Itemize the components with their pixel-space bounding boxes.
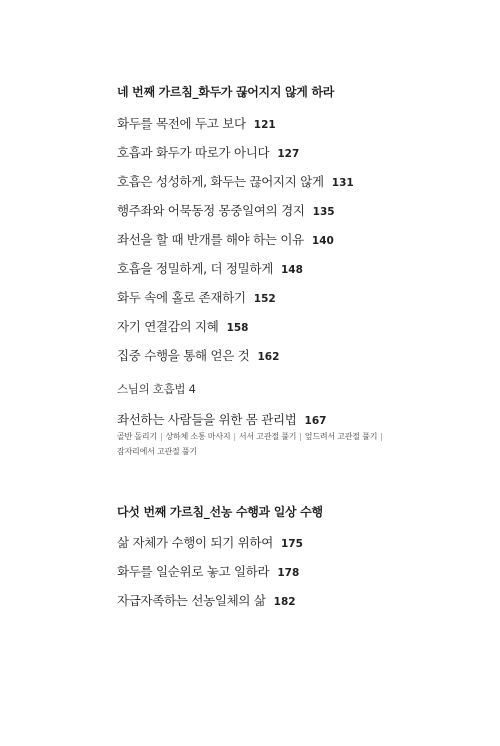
subsection-item-line	[117, 444, 407, 459]
section-heading-4: 네 번째 가르침_화두가 끊어지지 않게 하라	[117, 85, 335, 99]
toc-entry-page: 148	[281, 264, 303, 276]
toc-entry-page: 135	[312, 206, 335, 218]
toc-entry-title: 좌선을 할 때 반개를 해야 하는 이유	[117, 232, 304, 247]
toc-entry-page: 182	[273, 596, 296, 608]
toc-entry-title: 좌선하는 사람들을 위한 몸 관리법	[117, 412, 297, 427]
toc-entry-page: 162	[257, 351, 280, 363]
toc-entry-page: 175	[281, 538, 303, 550]
toc-entry-page: 140	[311, 235, 334, 247]
toc-entry-title: 자기 연결감의 지혜	[117, 319, 219, 334]
toc-entry-page: 152	[253, 293, 276, 305]
toc-entry-title: 삶 자체가 수행이 되기 위하여	[117, 535, 273, 550]
toc-entry	[117, 259, 303, 277]
toc-entry	[117, 346, 279, 364]
toc-entry	[117, 562, 299, 580]
toc-entry-title: 집중 수행을 통해 얻은 것	[117, 348, 250, 363]
toc-entry-page: 178	[277, 567, 300, 579]
subsection-item: 서서 고관절 풀기	[238, 432, 297, 441]
toc-entry-page: 131	[331, 177, 354, 189]
toc-entry-title: 호흡을 정밀하게, 더 정밀하게	[117, 261, 273, 276]
item-separator: |	[299, 432, 302, 441]
section-heading-5: 다섯 번째 가르침_선농 수행과 일상 수행	[117, 505, 323, 519]
toc-entry	[117, 288, 276, 306]
subsection-item: 골반 돌리기	[117, 432, 157, 441]
toc-entry-page: 121	[253, 119, 276, 131]
toc-entry	[117, 143, 299, 161]
toc-entry	[117, 317, 248, 335]
toc-entry-title: 호흡은 성성하게, 화두는 끊어지지 않게	[117, 174, 324, 189]
toc-entry	[117, 114, 276, 132]
subsection-item: 잠자리에서 고관절 풀기	[117, 447, 197, 456]
item-separator: |	[380, 432, 383, 441]
toc-entry-title: 행주좌와 어묵동정 몽중일여의 경지	[117, 203, 305, 218]
toc-entry-title: 화두를 일순위로 놓고 일하라	[117, 564, 270, 579]
toc-entry	[117, 201, 335, 219]
toc-entry-title: 자급자족하는 선농일체의 삶	[117, 593, 266, 608]
subsection-item-line	[117, 429, 407, 444]
toc-entry-title: 화두 속에 홀로 존재하기	[117, 290, 246, 305]
toc-entry	[117, 533, 303, 551]
toc-entry	[117, 172, 354, 190]
item-separator: |	[159, 432, 163, 441]
toc-entry-page: 127	[277, 148, 300, 160]
toc-entry-title: 호흡과 화두가 따로가 아니다	[117, 145, 270, 160]
subsection-item: 엎드려서 고관절 풀기	[304, 432, 378, 441]
toc-entry	[117, 410, 326, 428]
toc-entry	[117, 591, 296, 609]
subsection-item: 상하체 소통 마사지	[165, 432, 231, 441]
toc-entry	[117, 230, 334, 248]
toc-entry-page: 167	[304, 415, 327, 427]
toc-entry-title: 화두를 목전에 두고 보다	[117, 116, 246, 131]
subsection-heading: 스님의 호흡법 4	[117, 382, 196, 396]
item-separator: |	[233, 432, 236, 441]
toc-entry-page: 158	[226, 322, 249, 334]
subsection-item-list	[117, 429, 407, 459]
